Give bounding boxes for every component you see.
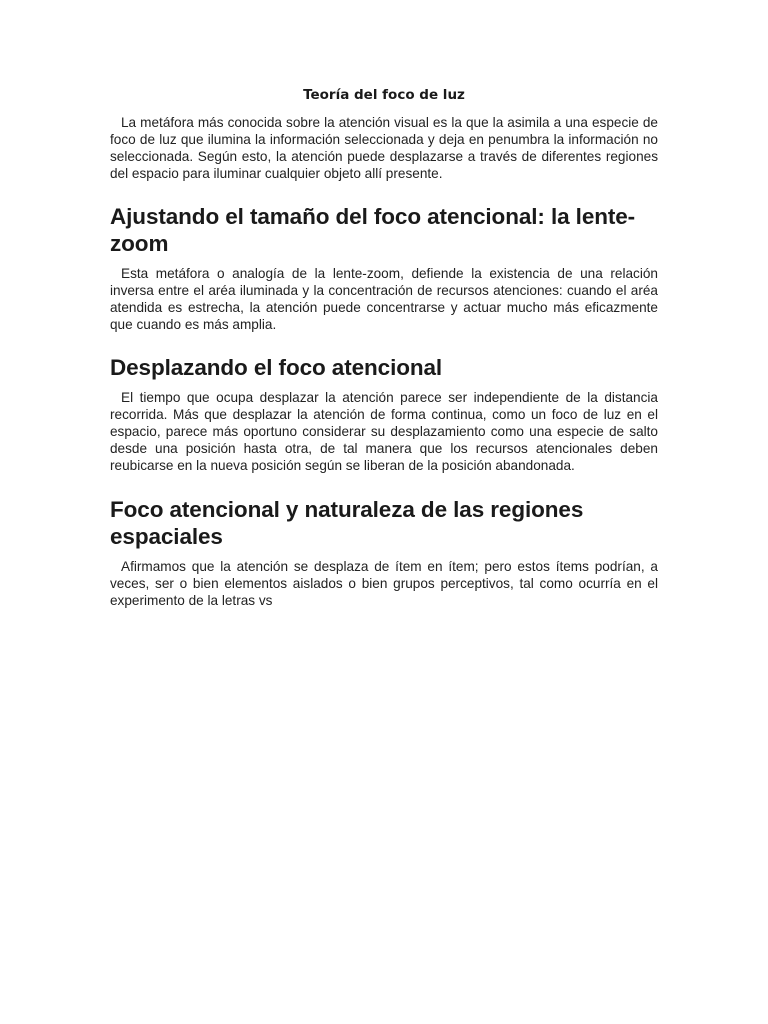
section-paragraph-regiones-espaciales: Afirmamos que la atención se desplaza de ítem en ítem; pero estos ítems podrían, a veces, ser o bien elementos aislados o bien grupos perceptivos, tal como ocurría en el experimento de la letras vs <box>110 559 658 608</box>
section-heading-desplazando: Desplazando el foco atencional <box>110 355 443 380</box>
section-heading-regiones-espaciales: Foco atencional y naturaleza de las regiones espaciales <box>110 497 584 549</box>
document-page <box>110 86 658 609</box>
section-paragraph-lente-zoom: Esta metáfora o analogía de la lente-zoom, defiende la existencia de una relación inversa entre el aréa iluminada y la concentración de recursos atenciones: cuando el aréa atendida es estrecha, la atención puede concentrarse y actuar mucho más eficazmente que cuando es más amplia. <box>110 266 658 332</box>
section-heading-lente-zoom: Ajustando el tamaño del foco atencional: la lente-zoom <box>110 204 636 256</box>
intro-paragraph: La metáfora más conocida sobre la atención visual es la que la asimila a una especie de foco de luz que ilumina la información seleccionada y deja en penumbra la información no seleccionada. Según esto, la atención puede desplazarse a través de diferentes regiones del espacio para iluminar cualquier objeto allí presente. <box>110 115 658 181</box>
document-title: Teoría del foco de luz <box>303 87 465 103</box>
section-paragraph-desplazando: El tiempo que ocupa desplazar la atención parece ser independiente de la distancia recorrida. Más que desplazar la atención de forma continua, como un foco de luz en el espacio, parece más oportuno considerar su desplazamiento como una especie de salto desde una posición hasta otra, de tal manera que los recursos atencionales deben reubicarse en la nueva posición según se liberan de la posición abandonada. <box>110 390 658 473</box>
